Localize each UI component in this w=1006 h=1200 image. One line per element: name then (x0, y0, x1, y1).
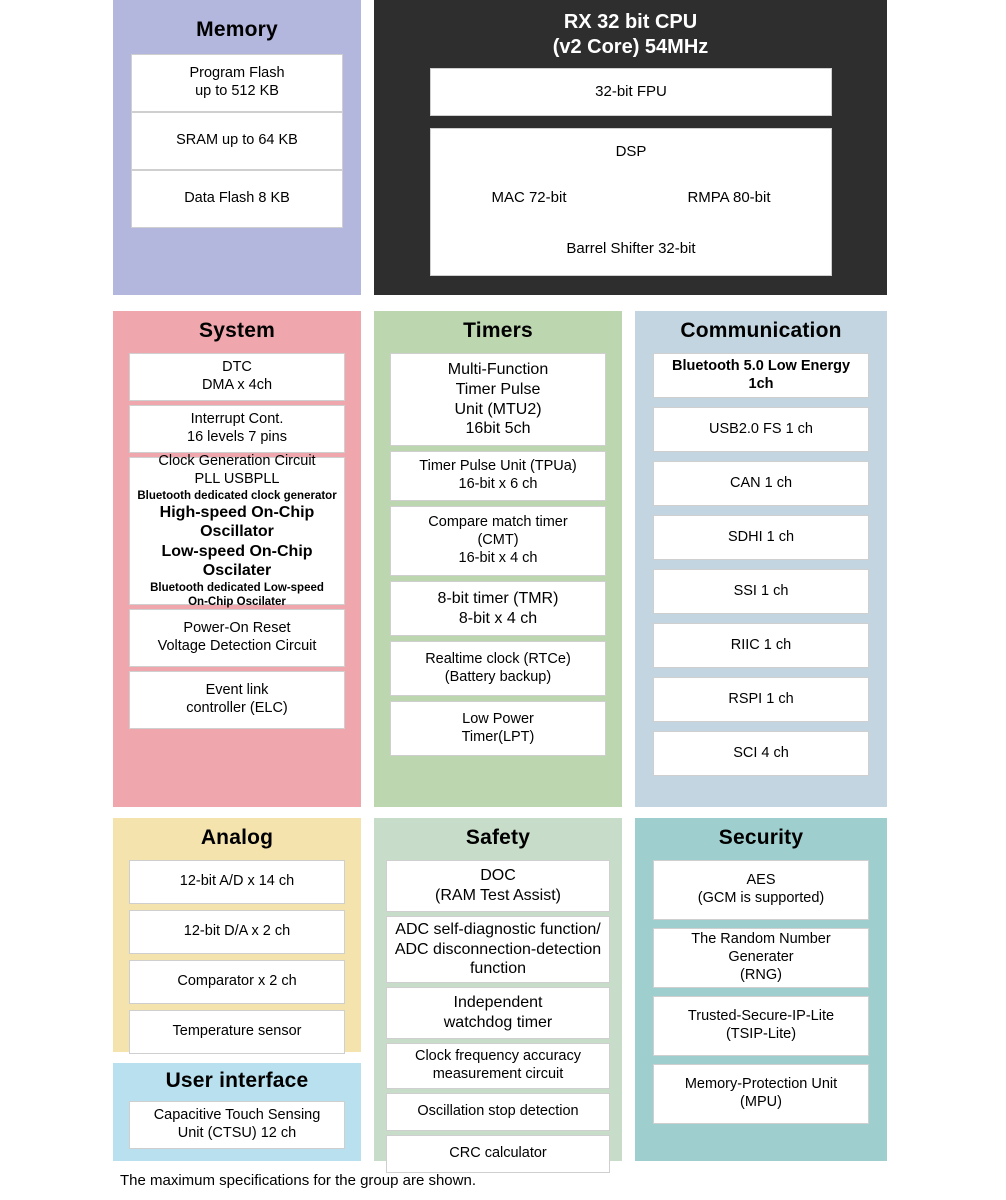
list-item (129, 453, 345, 608)
list-item (129, 405, 345, 453)
safety-block (374, 818, 622, 1161)
security-item-3-line-0: Memory-Protection Unit (684, 1076, 838, 1093)
timers-item-0-line-1: Timer Pulse (455, 380, 541, 398)
security-item-0-line-0: AES (746, 872, 776, 889)
list-item (653, 623, 869, 668)
communication-item-4-line-0: SSI 1 ch (733, 582, 789, 599)
memory-item-1-line-0: SRAM up to 64 KB (176, 132, 298, 149)
cpu-fpu (430, 68, 832, 116)
list-item (386, 860, 610, 912)
communication-block (635, 311, 887, 807)
timers-item-3-line-0: 8-bit timer (TMR) (437, 589, 559, 607)
cpu-dsp (430, 128, 832, 276)
communication-item-2-line-0: CAN 1 ch (729, 474, 793, 491)
list-item (386, 1135, 610, 1173)
list-item (653, 731, 869, 776)
cpu-title-line-2: (v2 Core) 54MHz (552, 36, 709, 58)
cpu-title (374, 0, 887, 60)
system-item-2-line-1: PLL USBPLL (194, 470, 280, 487)
list-item (131, 112, 343, 170)
list-item (653, 677, 869, 722)
security-item-3-line-1: (MPU) (740, 1094, 782, 1110)
safety-item-5-line-0: CRC calculator (449, 1145, 547, 1162)
timers-block (374, 311, 622, 807)
safety-item-3-line-0: Clock frequency accuracy (414, 1048, 581, 1065)
list-item (386, 1093, 610, 1131)
list-item (129, 609, 345, 667)
list-item (129, 671, 345, 729)
cpu-dsp-rmpa: RMPA 80-bit (687, 189, 771, 207)
safety-item-2-line-0: Independent (453, 994, 543, 1012)
safety-item-1-line-1: ADC disconnection-detection (394, 940, 602, 958)
memory-item-0-line-1: up to 512 KB (195, 83, 279, 99)
timers-item-1-line-0: Timer Pulse Unit (TPUa) (419, 458, 577, 475)
timers-item-2-line-1: (CMT) (477, 532, 519, 549)
list-item (390, 506, 606, 576)
system-title: System (199, 319, 275, 342)
list-item (129, 860, 345, 904)
analog-item-2-line-0: Comparator x 2 ch (177, 973, 297, 990)
timers-item-2-line-2: 16-bit x 4 ch (458, 549, 538, 566)
security-item-2-line-0: Trusted-Secure-IP-Lite (687, 1008, 835, 1025)
analog-item-1-line-0: 12-bit D/A x 2 ch (183, 923, 291, 940)
list-item (129, 910, 345, 954)
communication-title: Communication (680, 319, 842, 342)
analog-block (113, 818, 361, 1052)
list-item (129, 1010, 345, 1054)
cpu-dsp-label: DSP (615, 143, 647, 160)
timers-item-0-line-2: Unit (MTU2) (454, 400, 542, 418)
system-block (113, 311, 361, 807)
system-item-4-line-0: Event link (205, 682, 269, 699)
safety-item-1-line-2: function (469, 960, 527, 978)
cpu-dsp-mac: MAC 72-bit (491, 189, 567, 207)
list-item (653, 461, 869, 506)
analog-item-3-line-0: Temperature sensor (172, 1023, 302, 1040)
user-interface-item-0-line-1: Unit (CTSU) 12 ch (177, 1125, 297, 1141)
list-item (653, 407, 869, 452)
cpu-title-line-1: RX 32 bit CPU (563, 11, 698, 33)
security-block (635, 818, 887, 1161)
safety-title: Safety (465, 826, 531, 849)
memory-items (113, 48, 361, 228)
cpu-dsp-row (431, 189, 831, 207)
list-item (390, 581, 606, 636)
communication-item-6-line-0: RSPI 1 ch (728, 690, 794, 707)
list-item (390, 353, 606, 446)
list-item (386, 916, 610, 983)
memory-title: Memory (196, 18, 278, 41)
list-item (653, 569, 869, 614)
memory-block (113, 0, 361, 295)
security-item-0-line-1: (GCM is supported) (697, 890, 825, 906)
system-item-3-line-1: Voltage Detection Circuit (157, 638, 317, 654)
list-item (653, 515, 869, 560)
security-item-2-line-1: (TSIP-Lite) (725, 1026, 797, 1042)
list-item (129, 960, 345, 1004)
system-item-1-line-0: Interrupt Cont. (190, 411, 284, 428)
communication-item-3-line-0: SDHI 1 ch (727, 528, 795, 545)
security-items (635, 856, 887, 1124)
list-item (653, 996, 869, 1056)
timers-items (374, 349, 622, 756)
safety-item-4-line-0: Oscillation stop detection (417, 1103, 579, 1120)
analog-items (113, 856, 361, 1054)
cpu-fpu-label: 32-bit FPU (595, 82, 667, 100)
communication-item-0-line-0: Bluetooth 5.0 Low Energy (671, 357, 851, 374)
list-item (653, 860, 869, 920)
communication-item-1-line-0: USB2.0 FS 1 ch (709, 420, 813, 437)
user-interface-items (113, 1099, 361, 1149)
list-item (653, 928, 869, 988)
system-item-3-line-0: Power-On Reset (183, 620, 291, 637)
list-item (653, 1064, 869, 1124)
list-item (386, 1043, 610, 1089)
communication-item-0-line-1: 1ch (748, 375, 774, 392)
communication-item-7-line-0: SCI 4 ch (733, 744, 789, 761)
communication-items (635, 349, 887, 776)
safety-item-1-line-0: ADC self-diagnostic function/ (395, 921, 601, 939)
system-item-2-line-4: Low-speed On-Chip Oscilater (161, 542, 313, 580)
timers-item-5-line-1: Timer(LPT) (461, 728, 535, 745)
list-item (386, 987, 610, 1039)
footnote: The maximum specifications for the group are shown. (120, 1172, 476, 1189)
list-item (129, 353, 345, 401)
system-items (113, 349, 361, 729)
timers-item-2-line-0: Compare match timer (428, 514, 568, 531)
safety-item-0-line-0: DOC (480, 867, 516, 885)
timers-item-3-line-1: 8-bit x 4 ch (458, 609, 538, 627)
list-item (390, 701, 606, 756)
list-item (390, 451, 606, 501)
system-item-2-line-0: Clock Generation Circuit (158, 453, 316, 470)
system-item-4-line-1: controller (ELC) (186, 700, 288, 716)
list-item (653, 353, 869, 398)
communication-item-5-line-0: RIIC 1 ch (730, 636, 792, 653)
security-title: Security (718, 826, 804, 849)
timers-item-1-line-1: 16-bit x 6 ch (458, 476, 538, 492)
security-item-1-line-1: (RNG) (740, 966, 782, 983)
system-item-2-line-2: Bluetooth dedicated clock generator (137, 489, 337, 502)
memory-item-0-line-0: Program Flash (189, 65, 285, 82)
system-item-0-line-1: DMA x 4ch (201, 377, 273, 393)
timers-item-4-line-0: Realtime clock (RTCe) (425, 650, 571, 667)
safety-items (374, 856, 622, 1173)
cpu-block (374, 0, 887, 295)
analog-title: Analog (200, 826, 274, 849)
list-item (390, 641, 606, 696)
user-interface-item-0-line-0: Capacitive Touch Sensing (153, 1107, 321, 1124)
system-item-2-line-3: High-speed On-Chip Oscillator (159, 503, 315, 541)
system-item-1-line-1: 16 levels 7 pins (187, 429, 287, 445)
system-item-2-line-5: Bluetooth dedicated Low-speed (150, 581, 324, 594)
system-item-2-line-6: On-Chip Oscilater (188, 595, 286, 608)
safety-item-3-line-1: measurement circuit (432, 1066, 564, 1082)
memory-item-2-line-0: Data Flash 8 KB (184, 190, 290, 207)
user-interface-block (113, 1063, 361, 1161)
cpu-dsp-barrel-shifter: Barrel Shifter 32-bit (566, 239, 696, 257)
user-interface-title: User interface (165, 1069, 309, 1092)
timers-item-4-line-1: (Battery backup) (444, 668, 552, 685)
list-item (131, 54, 343, 112)
list-item (131, 170, 343, 228)
security-item-1-line-0: The Random Number Generater (691, 931, 831, 966)
timers-item-0-line-3: 16bit 5ch (465, 420, 531, 438)
analog-item-0-line-0: 12-bit A/D x 14 ch (179, 873, 295, 890)
system-item-0-line-0: DTC (222, 359, 252, 376)
list-item (129, 1101, 345, 1149)
timers-item-5-line-0: Low Power (462, 710, 534, 727)
safety-item-2-line-1: watchdog timer (443, 1014, 553, 1031)
safety-item-0-line-1: (RAM Test Assist) (435, 887, 561, 904)
timers-title: Timers (463, 319, 533, 342)
timers-item-0-line-0: Multi-Function (447, 361, 549, 379)
